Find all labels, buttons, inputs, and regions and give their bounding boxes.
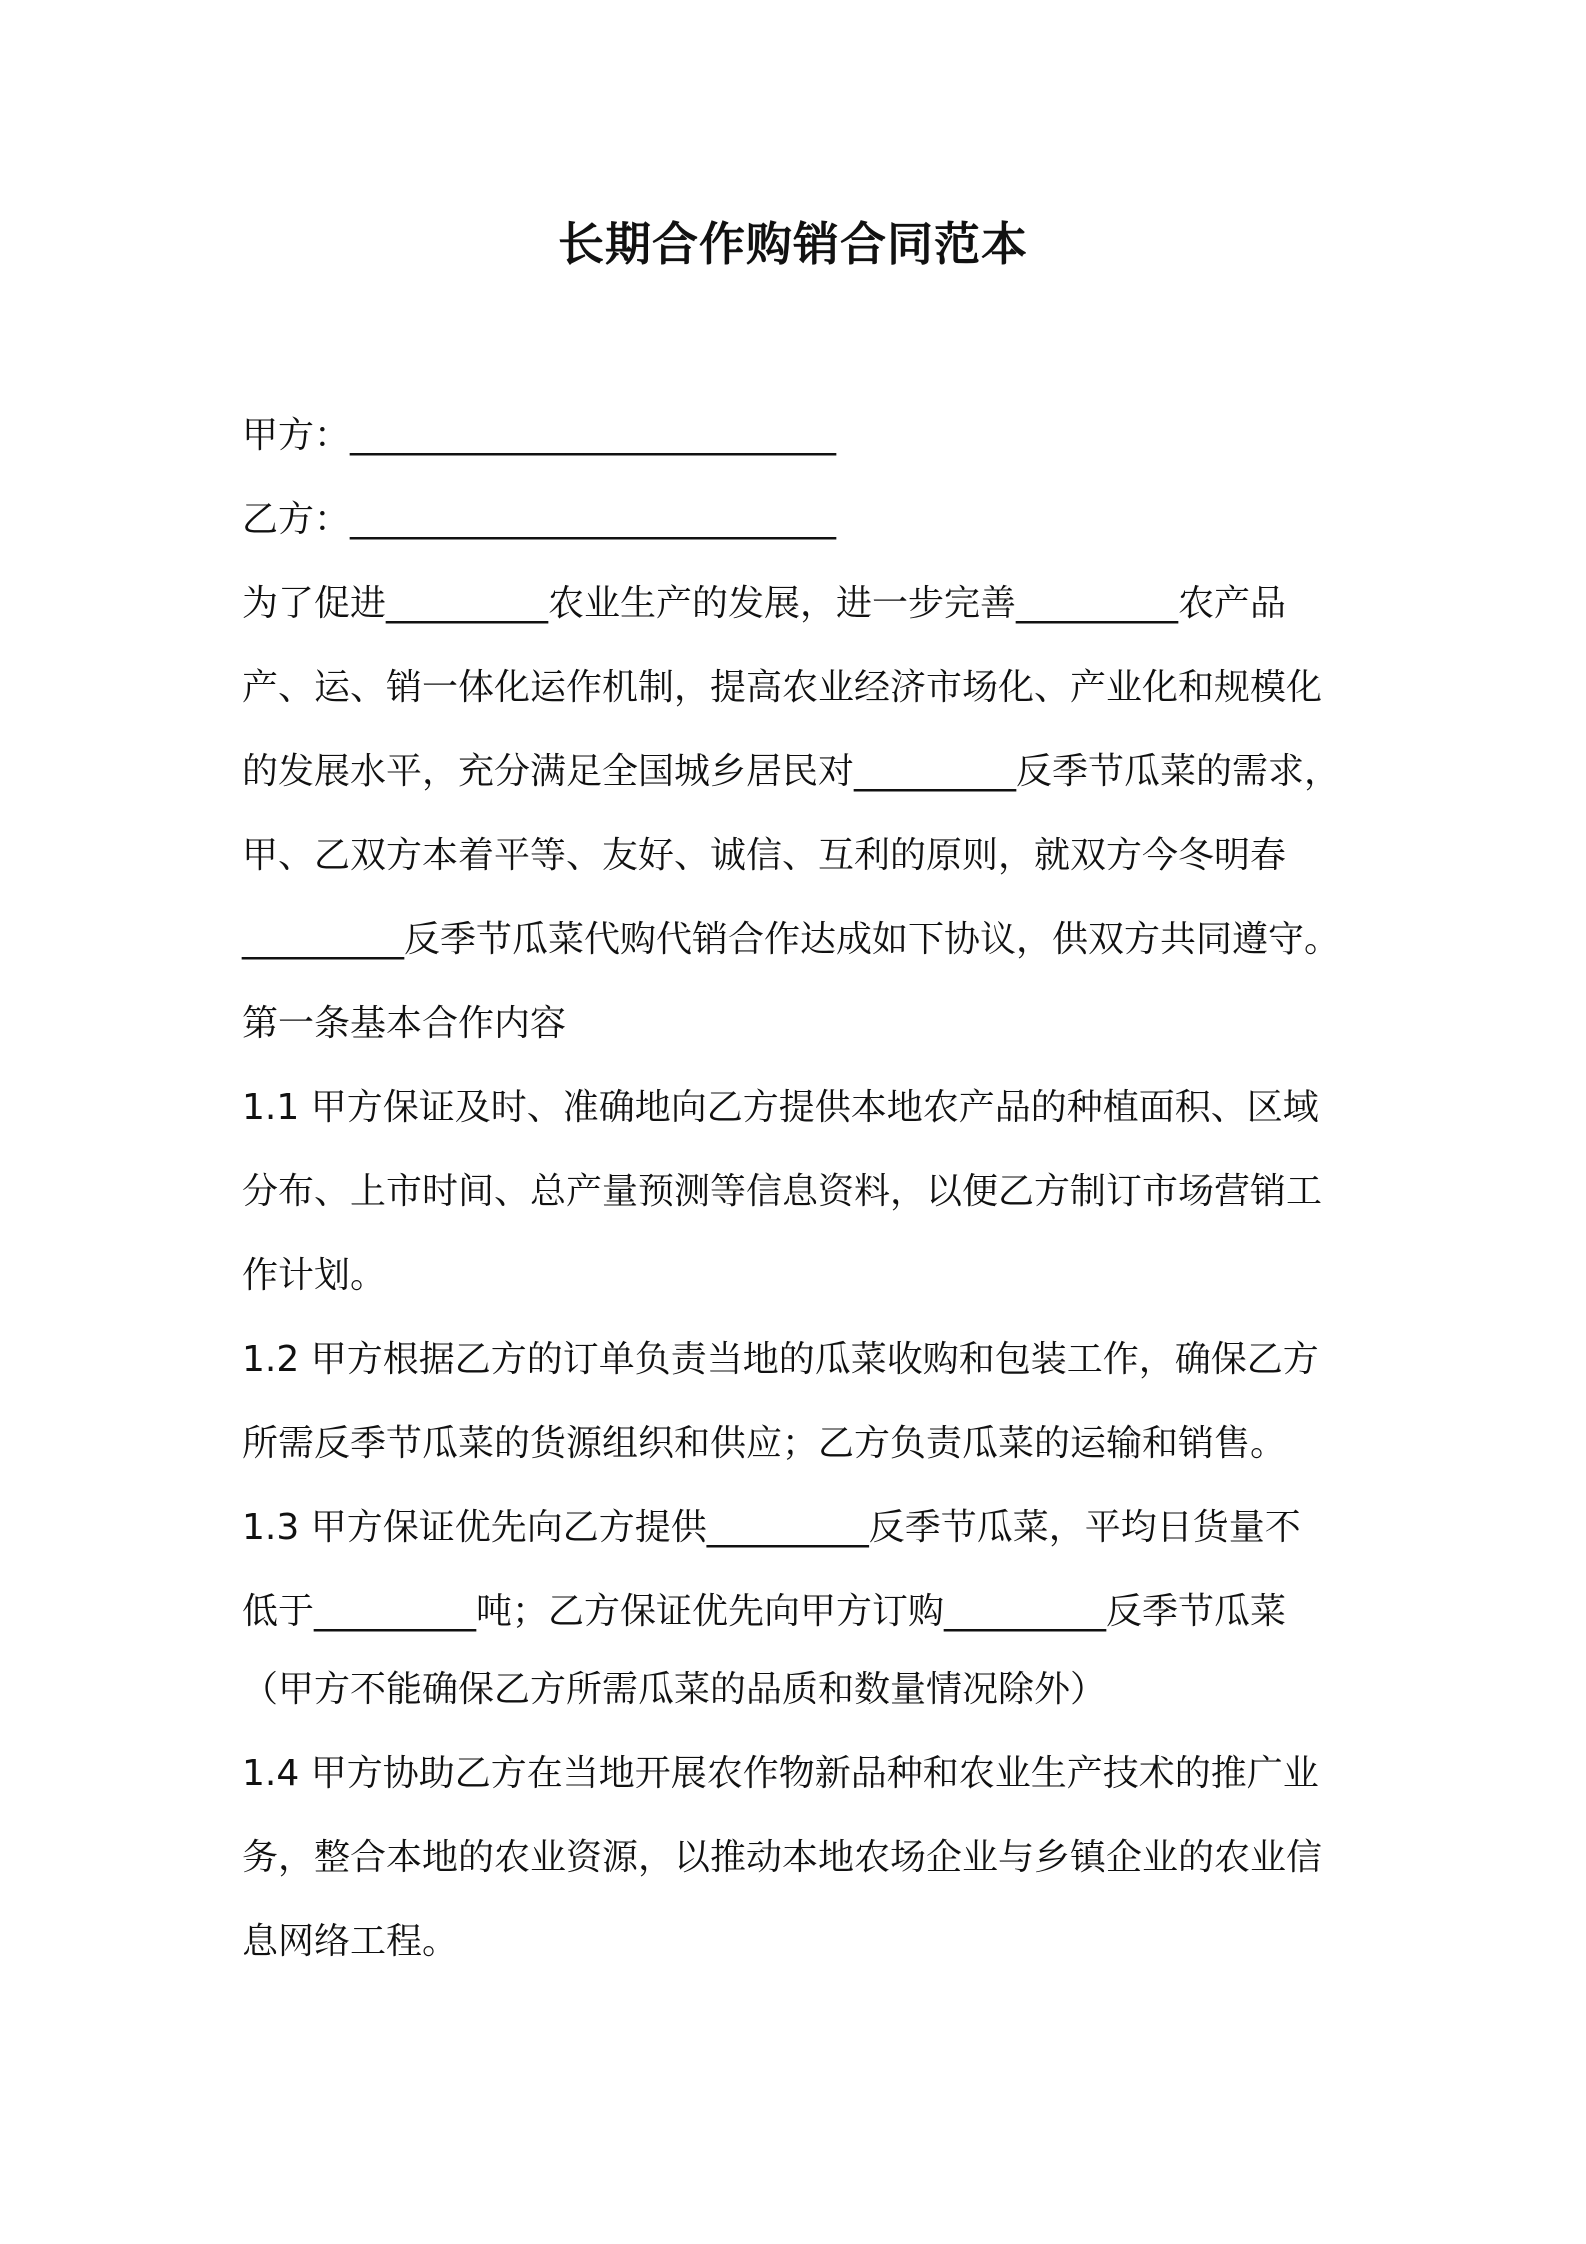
party-a-line: 甲方：___________________________ (242, 415, 837, 456)
clause-1-2-line-1: 1.2 甲方根据乙方的订单负责当地的瓜菜收购和包装工作，确保乙方 (242, 1339, 1319, 1380)
preamble-line-5: _________反季节瓜菜代购代销合作达成如下协议，供双方共同遵守。 (242, 919, 1341, 960)
party-b-line: 乙方：___________________________ (242, 499, 837, 540)
clause-1-3-line-1: 1.3 甲方保证优先向乙方提供_________反季节瓜菜，平均日货量不 (242, 1507, 1301, 1548)
clause-1-1-line-3: 作计划。 (242, 1255, 387, 1296)
clause-1-3-line-2: 低于_________吨；乙方保证优先向甲方订购_________反季节瓜菜 (242, 1591, 1287, 1632)
clause-1-4-line-1: 1.4 甲方协助乙方在当地开展农作物新品种和农业生产技术的推广业 (242, 1753, 1319, 1794)
clause-1-3-line-3: （甲方不能确保乙方所需瓜菜的品质和数量情况除外） (242, 1669, 1107, 1710)
section-heading: 第一条基本合作内容 (242, 1003, 567, 1044)
clause-1-1-line-1: 1.1 甲方保证及时、准确地向乙方提供本地农产品的种植面积、区域 (242, 1087, 1319, 1128)
clause-1-4-line-3: 息网络工程。 (242, 1921, 459, 1962)
preamble-line-4: 甲、乙双方本着平等、友好、诚信、互利的原则，就双方今冬明春 (242, 835, 1287, 876)
preamble-line-3: 的发展水平，充分满足全国城乡居民对_________反季节瓜菜的需求， (242, 751, 1341, 792)
clause-1-4-line-2: 务，整合本地的农业资源，以推动本地农场企业与乡镇企业的农业信 (242, 1837, 1323, 1878)
preamble-line-2: 产、运、销一体化运作机制，提高农业经济市场化、产业化和规模化 (242, 667, 1323, 708)
clause-1-1-line-2: 分布、上市时间、总产量预测等信息资料，以便乙方制订市场营销工 (242, 1171, 1323, 1212)
preamble-line-1: 为了促进_________农业生产的发展，进一步完善_________农产品 (242, 583, 1287, 624)
clause-1-2-line-2: 所需反季节瓜菜的货源组织和供应；乙方负责瓜菜的运输和销售。 (242, 1423, 1287, 1464)
document-title: 长期合作购销合同范本 (558, 217, 1028, 271)
